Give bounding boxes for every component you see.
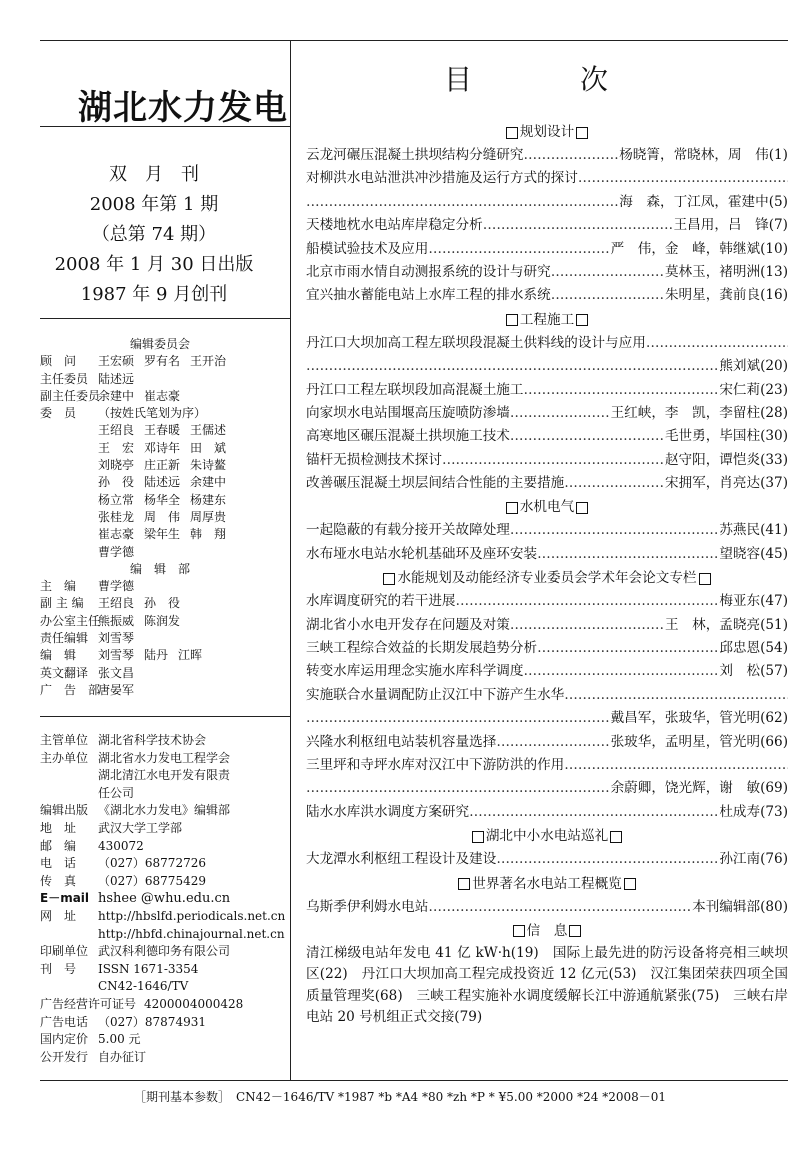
- board-member: 崔志豪: [144, 388, 181, 403]
- issue-info: [40, 160, 268, 310]
- board-member: 刘雪琴: [98, 631, 135, 646]
- toc-entry-author-page: 本刊编辑部(80): [692, 898, 788, 915]
- publisher-value: 湖北省科学技术协会: [98, 733, 207, 747]
- board-role: 副 主 编: [40, 596, 84, 611]
- board-member: 杨立常: [98, 492, 135, 507]
- board-member: （按姓氏笔划为序）: [98, 406, 207, 421]
- board-row: [40, 440, 280, 457]
- publisher-row: [40, 802, 280, 820]
- toc-entry[interactable]: [306, 355, 788, 378]
- toc-section-label: 水能规划及动能经济专业委员会学术年会论文专栏: [397, 570, 697, 587]
- toc-section-header: [306, 308, 788, 332]
- toc-entry-title[interactable]: 一起隐蔽的有载分接开关故障处理: [306, 522, 510, 539]
- publisher-row: [40, 1014, 280, 1032]
- board-role: 副主任委员: [40, 388, 101, 403]
- toc-leader-dots: [537, 543, 719, 566]
- toc-entry[interactable]: [306, 472, 788, 495]
- board-row: [40, 595, 280, 612]
- toc-leader-dots: [510, 425, 665, 448]
- toc-entry-author-page: 宋拥军，肖亮达(37): [664, 475, 788, 492]
- toc-entry[interactable]: [306, 519, 788, 542]
- publisher-key: E－mail: [40, 891, 90, 906]
- board-member: 王开治: [190, 354, 227, 369]
- publisher-key: 广告经营许可证号: [40, 996, 137, 1011]
- board-role: 主 编: [40, 579, 77, 594]
- toc-entry-author-page: 望晓容(45): [719, 545, 788, 562]
- toc-leader-dots: [551, 284, 665, 307]
- toc-entry[interactable]: [306, 614, 788, 637]
- board-role: 编 辑: [40, 648, 77, 663]
- toc-leader-dots: [510, 402, 611, 425]
- toc-entry-author-page: 王昌用，吕 锋(7): [673, 217, 788, 234]
- issue-line: 2008 年第 1 期: [89, 194, 219, 215]
- toc-section-label: 世界著名水电站工程概览: [472, 875, 622, 892]
- toc-entry-title[interactable]: 陆水水库洪水调度方案研究: [306, 803, 470, 820]
- board-row: [40, 665, 280, 682]
- publisher-row: [40, 732, 280, 750]
- board-member: 陆丹: [144, 648, 169, 663]
- board-member: 王绍良: [98, 596, 135, 611]
- toc-entry[interactable]: [306, 214, 788, 237]
- publisher-key: 主管单位: [40, 733, 89, 747]
- board-row: [40, 509, 280, 526]
- toc-entry-title[interactable]: 宜兴抽水蓄能电站上水库工程的排水系统: [306, 287, 551, 304]
- toc-entry-author-page: 张玻华，孟明星，管光明(66): [610, 733, 788, 750]
- section-box-icon: [569, 925, 581, 937]
- footer-params: ［期刊基本参数］ CN42－1646/TV *1987 *b *A4 *80 *zh *P * ¥5.00 *2000 *24 *2008－01: [133, 1090, 667, 1104]
- section-box-icon: [610, 831, 622, 843]
- publisher-value: ISSN 1671-3354: [98, 961, 199, 976]
- toc-entry[interactable]: [306, 449, 788, 472]
- publisher-row: [40, 855, 280, 873]
- toc-entry-author-page: 刘 松(57): [719, 663, 788, 680]
- toc-section-header: [306, 919, 788, 943]
- toc-leader-dots: [646, 332, 788, 355]
- board-member: 周 伟: [144, 509, 181, 524]
- board-member: 崔志豪: [98, 527, 135, 542]
- toc-entry[interactable]: [306, 191, 788, 214]
- toc-entry-author-page: 王红峡，李 凯，李留柱(28): [610, 404, 788, 421]
- board-role: 委 员: [40, 406, 77, 421]
- toc-entry-title[interactable]: 丹江口大坝加高工程左联坝段混凝土供料线的设计与应用: [306, 334, 646, 351]
- toc-leader-dots: [442, 449, 665, 472]
- toc-entry-author-page: 苏燕民(41): [719, 522, 788, 539]
- publisher-value: 自办征订: [98, 1049, 147, 1064]
- toc-entry[interactable]: [306, 543, 788, 566]
- toc-leader-dots: [306, 191, 619, 214]
- board-member: 陈润发: [144, 613, 181, 628]
- toc-entry-author-page: 杜成寿(73): [719, 803, 788, 820]
- publisher-row: [40, 785, 280, 803]
- board-member: 韩 翔: [190, 527, 227, 542]
- board-row: [40, 371, 280, 388]
- board-row: [40, 405, 280, 422]
- toc-entry[interactable]: [306, 684, 788, 707]
- board-member: 余建中: [98, 388, 135, 403]
- board-member: 王儒述: [190, 423, 227, 438]
- toc-leader-dots: [524, 144, 620, 167]
- toc-entry-author-page: 严 伟，金 峰，韩继斌(10): [610, 240, 788, 257]
- toc-entry[interactable]: [306, 238, 788, 261]
- board-member: 王 宏: [98, 440, 135, 455]
- publisher-key: 地 址: [40, 820, 77, 835]
- toc-entry[interactable]: [306, 777, 788, 800]
- toc-entry-author-page: 余蔚卿，饶光辉，谢 敏(69): [610, 780, 788, 797]
- publisher-value: （027）68772726: [98, 856, 206, 871]
- toc-entry[interactable]: [306, 144, 788, 167]
- publisher-row: [40, 750, 280, 768]
- board-member: 张桂龙: [98, 509, 135, 524]
- toc-entry-title[interactable]: 改善碾压混凝土坝层间结合性能的主要措施: [306, 475, 565, 492]
- toc-section-label: 规划设计: [519, 124, 575, 140]
- toc-leader-dots: [496, 848, 719, 871]
- board-row: [40, 682, 280, 699]
- journal-masthead: 湖北水力发电: [78, 88, 288, 128]
- board-row: [40, 388, 280, 405]
- board-role: 广 告 部: [40, 682, 101, 697]
- toc-entry[interactable]: [306, 167, 788, 190]
- toc-entry[interactable]: [306, 590, 788, 613]
- publisher-row: [40, 1031, 280, 1049]
- board-member: 孙 役: [98, 475, 135, 490]
- publisher-row: [40, 926, 285, 944]
- toc-entry-title[interactable]: 兴隆水利枢纽电站装机容量选择: [306, 733, 497, 750]
- publisher-row: [40, 873, 280, 891]
- toc-leader-dots: [524, 660, 720, 683]
- toc-leader-dots: [564, 754, 788, 777]
- issue-line: 2008 年 1 月 30 日出版: [54, 254, 254, 275]
- toc-entry-title[interactable]: 转变水库运用理念实施水库科学调度: [306, 663, 524, 680]
- toc-entry[interactable]: [306, 801, 788, 824]
- publisher-value: 武汉科利德印务有限公司: [98, 944, 231, 959]
- toc-entry-title[interactable]: 高寒地区碾压混凝土拱坝施工技术: [306, 428, 510, 445]
- toc-entry-title[interactable]: 乌斯季伊利姆水电站: [306, 898, 429, 915]
- toc-entry[interactable]: [306, 425, 788, 448]
- publisher-value: 4200004000428: [144, 996, 244, 1011]
- toc-section-header: [306, 824, 788, 848]
- toc-leader-dots: [469, 801, 719, 824]
- section-box-icon: [506, 502, 518, 514]
- board-member: 张文昌: [98, 665, 135, 680]
- board-member: 王春暖: [144, 423, 181, 438]
- editorial-board: [40, 336, 280, 699]
- publisher-row: [40, 943, 280, 961]
- board-role: 办公室主任: [40, 613, 101, 628]
- toc-entry[interactable]: [306, 637, 788, 660]
- publisher-key: 国内定价: [40, 1032, 89, 1047]
- board-row: [40, 422, 280, 439]
- toc-entry[interactable]: [306, 848, 788, 871]
- toc-section-header: [306, 495, 788, 519]
- toc-entry-author-page: 熊刘斌(20): [719, 358, 788, 375]
- publisher-key: 网 址: [40, 908, 77, 923]
- board-member: 王宏硕: [98, 354, 135, 369]
- publisher-value: （027）87874931: [98, 1014, 206, 1029]
- toc-entry-author-page: 王 林，孟晓亮(51): [664, 616, 788, 633]
- toc-leader-dots: [306, 707, 611, 730]
- bottom-rule: [40, 1080, 788, 1081]
- toc-entry-title[interactable]: 天楼地枕水电站库岸稳定分析: [306, 217, 483, 234]
- toc-entry-title[interactable]: 湖北省小水电开发存在问题及对策: [306, 616, 510, 633]
- toc-entry-author-page: 孙江南(76): [719, 851, 788, 868]
- section-box-icon: [699, 573, 711, 585]
- toc-entry-title[interactable]: 三峡工程综合效益的长期发展趋势分析: [306, 640, 538, 657]
- toc-section-label: 湖北中小水电站巡礼: [485, 828, 609, 845]
- toc-entry[interactable]: [306, 754, 788, 777]
- publisher-key: 邮 编: [40, 838, 77, 853]
- top-rule: [40, 40, 788, 41]
- toc-entry-title[interactable]: 北京市雨水情自动测报系统的设计与研究: [306, 263, 551, 280]
- board-row: [40, 457, 280, 474]
- publisher-key: 印刷单位: [40, 944, 89, 959]
- toc-leader-dots: [306, 355, 719, 378]
- issue-line: 双 月 刊: [109, 164, 199, 185]
- board-member: 曹学德: [98, 579, 135, 594]
- publisher-value: CN42-1646/TV: [98, 979, 189, 994]
- toc-entry-author-page: 梅亚东(47): [719, 593, 788, 610]
- publisher-row: [40, 838, 280, 856]
- board-member: 刘晓亭: [98, 458, 135, 473]
- publisher-value: 430072: [98, 838, 144, 853]
- board-member: 孙 役: [144, 596, 181, 611]
- toc-leader-dots: [510, 519, 719, 542]
- board-role: 责任编辑: [40, 631, 89, 646]
- publisher-value: 湖北清江水电开发有限责: [98, 768, 231, 783]
- toc-leader-dots: [578, 167, 788, 190]
- toc-section-label: 水机电气: [519, 499, 575, 516]
- publisher-value: 任公司: [98, 785, 135, 800]
- board-row: [40, 578, 280, 595]
- toc-section-header: [306, 566, 788, 590]
- publisher-value: 5.00 元: [98, 1032, 141, 1047]
- publisher-info: [40, 732, 286, 1066]
- section-box-icon: [383, 573, 395, 585]
- board-member: 田 斌: [190, 440, 227, 455]
- section-box-icon: [506, 127, 518, 139]
- publisher-key: 电 话: [40, 856, 77, 871]
- toc-entry[interactable]: [306, 332, 788, 355]
- publisher-value: 湖北省水力发电工程学会: [98, 750, 231, 765]
- toc-entry-author-page: 戴昌军，张玻华，管光明(62): [610, 710, 788, 727]
- board-row: [40, 613, 280, 630]
- section-box-icon: [506, 314, 518, 326]
- toc-entry-author-page: 朱明星，龚前良(16): [664, 287, 788, 304]
- board-member: 庄正新: [144, 458, 181, 473]
- publisher-key: 公开发行: [40, 1049, 89, 1064]
- section-box-icon: [513, 925, 525, 937]
- board-member: 杨华全: [144, 492, 181, 507]
- section-box-icon: [576, 127, 588, 139]
- board-member: 王绍良: [98, 423, 135, 438]
- table-of-contents: [306, 120, 788, 1029]
- section-box-icon: [458, 878, 470, 890]
- toc-entry-title[interactable]: 大龙潭水利枢纽工程设计及建设: [306, 851, 497, 868]
- toc-leader-dots: [564, 472, 665, 495]
- board-row: [40, 526, 280, 543]
- toc-leader-dots: [306, 777, 611, 800]
- toc-entry-title[interactable]: 三里坪和寺坪水库对汉江中下游防洪的作用: [306, 756, 565, 773]
- board-member: 刘雪琴: [98, 648, 135, 663]
- toc-entry-author-page: 邱忠恩(54): [719, 640, 788, 657]
- editorial-board-title: 编辑委员会: [129, 337, 190, 351]
- publisher-row: [40, 996, 280, 1014]
- publisher-row: [40, 961, 280, 979]
- publisher-row: [40, 1049, 280, 1067]
- publisher-value: 《湖北水力发电》编辑部: [98, 803, 231, 818]
- publisher-value: http://hbfd.chinajournal.net.cn: [98, 926, 285, 941]
- publisher-key: 主办单位: [40, 750, 89, 765]
- toc-section-label: 工程施工: [519, 311, 575, 328]
- publisher-key: 刊 号: [40, 961, 77, 976]
- toc-entry-title[interactable]: 锚杆无损检测技术探讨: [306, 451, 442, 468]
- left-rule-2: [40, 716, 290, 717]
- toc-section-header: [306, 872, 788, 896]
- toc-entry-title[interactable]: 水库调度研究的若干进展: [306, 593, 456, 610]
- toc-entry[interactable]: [306, 896, 788, 919]
- toc-entry-author-page: 海 森，丁江凤，霍建中(5): [619, 193, 788, 210]
- toc-entry[interactable]: [306, 379, 788, 402]
- board-member: 陆述远: [98, 371, 135, 386]
- publisher-row: [40, 908, 286, 926]
- section-box-icon: [472, 831, 484, 843]
- board-row: [40, 353, 280, 370]
- toc-entry-author-page: 杨晓箐，常晓林，周 伟(1): [619, 147, 788, 163]
- toc-entry[interactable]: [306, 261, 788, 284]
- board-row: [40, 630, 280, 647]
- toc-leader-dots: [428, 238, 610, 261]
- toc-entry-title[interactable]: 对柳洪水电站泄洪冲沙措施及运行方式的探讨: [306, 170, 578, 187]
- section-box-icon: [624, 878, 636, 890]
- editorial-dept-title: 编 辑 部: [129, 561, 190, 576]
- publisher-value: http://hbslfd.periodicals.net.cn: [98, 908, 286, 923]
- toc-leader-dots: [524, 379, 720, 402]
- issue-line: 1987 年 9 月创刊: [80, 284, 228, 305]
- toc-entry-title[interactable]: 实施联合水量调配防止汉江中下游产生水华: [306, 686, 565, 703]
- toc-entry-title[interactable]: 云龙河碾压混凝土拱坝结构分缝研究: [306, 147, 524, 163]
- toc-entry-author-page: 宋仁莉(23): [719, 381, 788, 398]
- toc-leader-dots: [496, 731, 610, 754]
- board-member: 邓诗年: [144, 440, 181, 455]
- board-member: 江晖: [178, 648, 203, 663]
- column-divider: [290, 40, 291, 1080]
- board-member: 余建中: [190, 475, 227, 490]
- toc-leader-dots: [483, 214, 674, 237]
- board-member: 梁年生: [144, 527, 181, 542]
- publisher-row: [40, 978, 280, 996]
- publisher-value: 武汉大学工学部: [98, 820, 183, 835]
- board-row: [40, 474, 280, 491]
- toc-entry-author-page: 莫林玉，褚明洲(13): [664, 263, 788, 280]
- toc-entry[interactable]: [306, 284, 788, 307]
- board-row: [40, 492, 280, 509]
- board-member: 罗有名: [144, 354, 181, 369]
- toc-entry[interactable]: [306, 731, 788, 754]
- toc-entry[interactable]: [306, 707, 788, 730]
- publisher-value: （027）68775429: [98, 873, 206, 888]
- toc-leader-dots: [564, 684, 788, 707]
- board-row: [40, 647, 280, 664]
- board-member: 陆述远: [144, 475, 181, 490]
- issue-line: （总第 74 期）: [91, 224, 217, 245]
- board-member: 唐晏军: [98, 682, 135, 697]
- toc-leader-dots: [537, 637, 719, 660]
- toc-entry-title[interactable]: 船模试验技术及应用: [306, 240, 429, 257]
- toc-entry-title[interactable]: 向家坝水电站围堰高压旋喷防渗墙: [306, 404, 510, 421]
- publisher-key: 传 真: [40, 873, 77, 888]
- board-member: 朱诗鳌: [190, 458, 227, 473]
- toc-entry[interactable]: [306, 402, 788, 425]
- publisher-row: [40, 820, 280, 838]
- info-news-paragraph: 清江梯级电站年发电 41 亿 kW·h(19) 国际上最先进的防污设备将亮相三峡坝区(22) 丹江口大坝加高工程完成投资近 12 亿元(53) 汉江集团荣获四项全国质量管理奖(68) 三峡工程实施补水调度缓解长江中游通航紧张(75) 三峡右岸电站 20 号机组正式交接(79): [306, 944, 788, 1026]
- publisher-row: [40, 890, 280, 908]
- left-rule-1: [40, 318, 290, 319]
- toc-leader-dots: [510, 614, 665, 637]
- toc-leader-dots: [456, 590, 720, 613]
- board-row: [40, 544, 280, 561]
- toc-entry-title[interactable]: 水布垭水电站水轮机基础环及座环安装: [306, 545, 538, 562]
- toc-entry-author-page: 赵守阳，谭恺炎(33): [664, 451, 788, 468]
- board-member: 杨建东: [190, 492, 227, 507]
- toc-section-header: [306, 120, 788, 144]
- board-role: 主任委员: [40, 371, 89, 386]
- toc-section-label: 信 息: [526, 922, 568, 939]
- publisher-value: hshee @whu.edu.cn: [98, 891, 231, 907]
- publisher-row: [40, 767, 280, 785]
- board-member: 曹学德: [98, 544, 135, 559]
- board-member: 周厚贵: [190, 509, 227, 524]
- board-member: 熊振威: [98, 613, 135, 628]
- publisher-key: 编辑出版: [40, 803, 89, 818]
- toc-entry-title[interactable]: 丹江口工程左联坝段加高混凝土施工: [306, 381, 524, 398]
- toc-title: 目 次: [443, 63, 648, 96]
- toc-entry-author-page: 毛世勇，毕国柱(30): [664, 428, 788, 445]
- toc-entry[interactable]: [306, 660, 788, 683]
- board-role: 顾 问: [40, 354, 77, 369]
- toc-leader-dots: [551, 261, 665, 284]
- section-box-icon: [576, 314, 588, 326]
- toc-leader-dots: [428, 896, 692, 919]
- publisher-key: 广告电话: [40, 1014, 89, 1029]
- board-role: 英文翻译: [40, 665, 89, 680]
- section-box-icon: [576, 502, 588, 514]
